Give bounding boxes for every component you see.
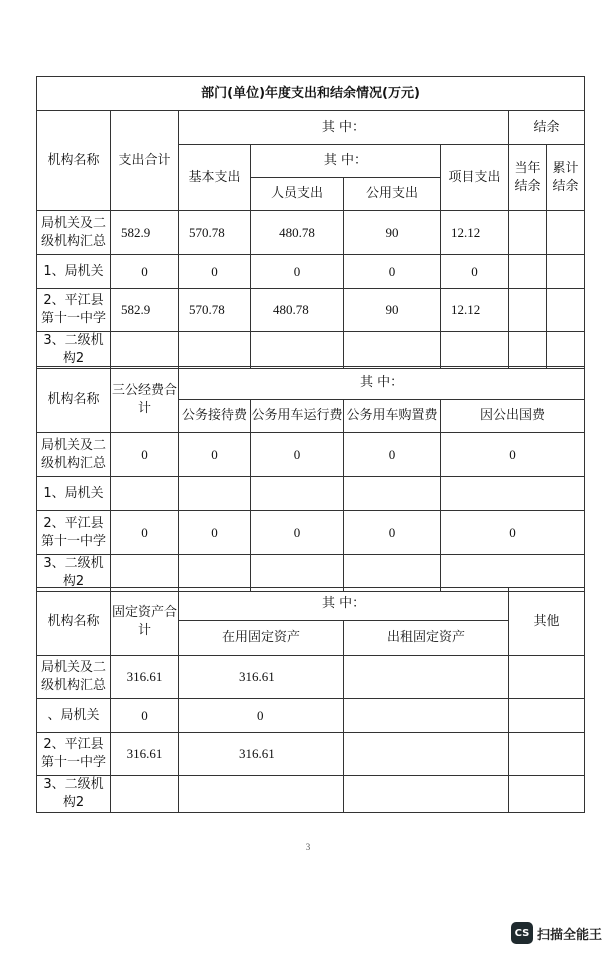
cell-cumulative-balance: [547, 255, 585, 289]
cell-reception: [179, 477, 251, 511]
row-org-name: 局机关及二级机构汇总: [37, 656, 111, 699]
cell-total: 0: [111, 433, 179, 477]
cell-in-use: [179, 776, 344, 813]
table-row: [37, 511, 585, 555]
scanner-watermark: [511, 922, 602, 944]
table-title: 部门(单位)年度支出和结余情况(万元): [37, 77, 585, 111]
table-row: [37, 656, 585, 699]
cell-other: [509, 776, 585, 813]
header-org-name: 机构名称: [37, 111, 111, 211]
cell-total: 316.61: [111, 733, 179, 776]
cell-vehicle-operation: [251, 477, 344, 511]
cell-total: 582.9: [111, 211, 179, 255]
cell-cumulative-balance: [547, 332, 585, 369]
cell-total: [111, 477, 179, 511]
cell-public: 0: [344, 255, 441, 289]
cell-total: 0: [111, 511, 179, 555]
header-abroad: 因公出国费: [441, 400, 585, 433]
header-of-which: 其 中：: [179, 588, 509, 621]
cell-basic: 570.78: [179, 289, 251, 332]
cell-public: [344, 332, 441, 369]
expenditure-table: [36, 76, 585, 369]
table-row: [37, 332, 585, 369]
cell-vehicle-purchase: 0: [344, 511, 441, 555]
row-org-name: 局机关及二级机构汇总: [37, 433, 111, 477]
header-current-balance: 当年结余: [509, 145, 547, 211]
cell-cumulative-balance: [547, 211, 585, 255]
camscanner-logo-icon: CS: [511, 922, 533, 944]
page-number: 3: [305, 842, 311, 852]
header-total-expenditure: 支出合计: [111, 111, 179, 211]
header-org-name: 机构名称: [37, 588, 111, 656]
row-org-name: 3、二级机构2: [37, 555, 111, 592]
cell-vehicle-operation: 0: [251, 511, 344, 555]
table-row: [37, 477, 585, 511]
cell-abroad: [441, 477, 585, 511]
cell-vehicle-purchase: 0: [344, 433, 441, 477]
cell-current-balance: [509, 332, 547, 369]
cell-in-use: 316.61: [179, 733, 344, 776]
cell-public: 90: [344, 289, 441, 332]
header-project-expenditure: 项目支出: [441, 145, 509, 211]
header-personnel-expenditure: 人员支出: [251, 178, 344, 211]
cell-in-use: 0: [179, 699, 344, 733]
cell-abroad: 0: [441, 433, 585, 477]
cell-project: [441, 332, 509, 369]
cell-vehicle-operation: 0: [251, 433, 344, 477]
cell-basic: [179, 332, 251, 369]
cell-vehicle-purchase: [344, 477, 441, 511]
cell-current-balance: [509, 255, 547, 289]
row-org-name: 3、二级机构2: [37, 776, 111, 813]
cell-rented: [344, 733, 509, 776]
header-cumulative-balance: 累计结余: [547, 145, 585, 211]
row-org-name: 2、平江县第十一中学: [37, 511, 111, 555]
cell-in-use: 316.61: [179, 656, 344, 699]
cell-vehicle-purchase: [344, 555, 441, 592]
cell-current-balance: [509, 211, 547, 255]
header-balance: 结余: [509, 111, 585, 145]
cell-personnel: [251, 332, 344, 369]
table-row: [37, 289, 585, 332]
cell-basic: 0: [179, 255, 251, 289]
header-basic-expenditure: 基本支出: [179, 145, 251, 211]
cell-abroad: [441, 555, 585, 592]
table-row: [37, 699, 585, 733]
cell-total: [111, 555, 179, 592]
row-org-name: 2、平江县第十一中学: [37, 733, 111, 776]
cell-reception: 0: [179, 511, 251, 555]
row-org-name: 局机关及二级机构汇总: [37, 211, 111, 255]
cell-other: [509, 733, 585, 776]
cell-public: 90: [344, 211, 441, 255]
cell-abroad: 0: [441, 511, 585, 555]
header-rented-assets: 出租固定资产: [344, 621, 509, 656]
cell-vehicle-operation: [251, 555, 344, 592]
cell-total: [111, 332, 179, 369]
table-row: [37, 433, 585, 477]
cell-rented: [344, 776, 509, 813]
three-public-expenses-table: [36, 366, 585, 592]
header-in-use-assets: 在用固定资产: [179, 621, 344, 656]
header-vehicle-purchase: 公务用车购置费: [344, 400, 441, 433]
header-fixed-assets-total: 固定资产合计: [111, 588, 179, 656]
cell-personnel: 480.78: [251, 289, 344, 332]
cell-total: 0: [111, 255, 179, 289]
cell-other: [509, 699, 585, 733]
cell-total: [111, 776, 179, 813]
table-row: [37, 211, 585, 255]
header-of-which: 其 中：: [251, 145, 441, 178]
fixed-assets-table: [36, 587, 585, 813]
cell-rented: [344, 699, 509, 733]
header-org-name: 机构名称: [37, 367, 111, 433]
header-reception: 公务接待费: [179, 400, 251, 433]
cell-personnel: 0: [251, 255, 344, 289]
row-org-name: 、局机关: [37, 699, 111, 733]
header-three-public-total: 三公经费合计: [111, 367, 179, 433]
cell-total: 316.61: [111, 656, 179, 699]
cell-project: 12.12: [441, 289, 509, 332]
cell-total: 0: [111, 699, 179, 733]
cell-cumulative-balance: [547, 289, 585, 332]
cell-rented: [344, 656, 509, 699]
cell-project: 12.12: [441, 211, 509, 255]
row-org-name: 2、平江县第十一中学: [37, 289, 111, 332]
cell-reception: 0: [179, 433, 251, 477]
row-org-name: 1、局机关: [37, 477, 111, 511]
cell-current-balance: [509, 289, 547, 332]
header-vehicle-operation: 公务用车运行费: [251, 400, 344, 433]
table-row: [37, 555, 585, 592]
cell-other: [509, 656, 585, 699]
watermark-text: 扫描全能王: [536, 927, 602, 943]
table-row: [37, 776, 585, 813]
cell-project: 0: [441, 255, 509, 289]
row-org-name: 3、二级机构2: [37, 332, 111, 369]
table-row: [37, 255, 585, 289]
cell-total: 582.9: [111, 289, 179, 332]
header-public-expenditure: 公用支出: [344, 178, 441, 211]
header-of-which: 其 中：: [179, 111, 509, 145]
row-org-name: 1、局机关: [37, 255, 111, 289]
cell-basic: 570.78: [179, 211, 251, 255]
table-row: [37, 733, 585, 776]
header-of-which: 其 中：: [179, 367, 585, 400]
header-other: 其他: [509, 588, 585, 656]
cell-reception: [179, 555, 251, 592]
cell-personnel: 480.78: [251, 211, 344, 255]
